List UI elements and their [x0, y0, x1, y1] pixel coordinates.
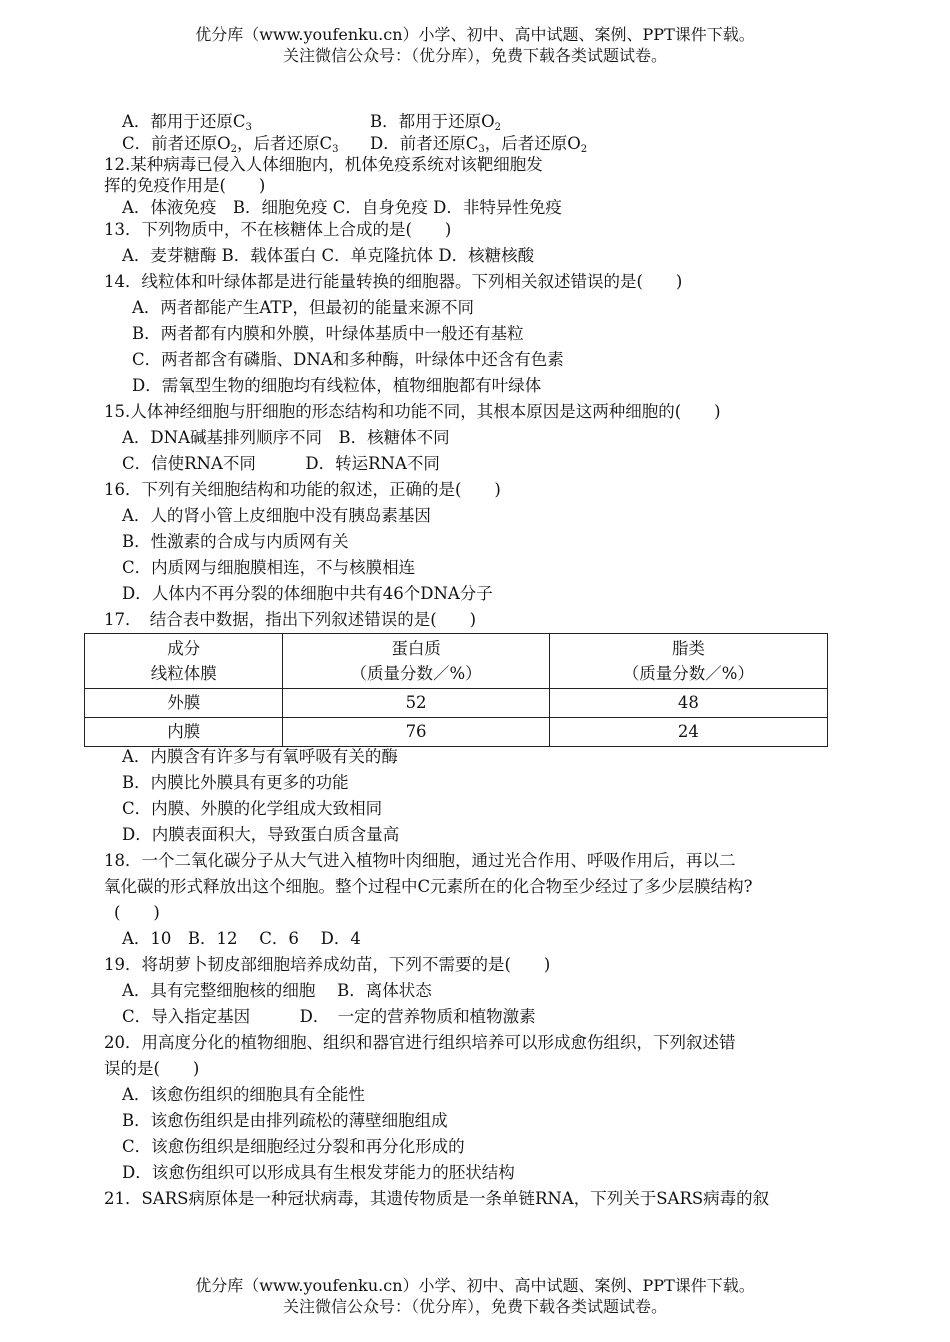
protein-value: 76 — [283, 718, 549, 747]
lipid-value: 24 — [549, 718, 827, 747]
q18-options: A．10 B．12 C．6 D．4 — [122, 929, 361, 948]
q16-option-c: C．内质网与细胞膜相连，不与核膜相连 — [122, 558, 416, 577]
footer-line-1: 优分库（www.youfenku.cn）小学、初中、高中试题、案例、PPT课件下载。 — [195, 1276, 755, 1295]
q16-option-a: A．人的肾小管上皮细胞中没有胰岛素基因 — [122, 506, 431, 525]
q14-option-c: C．两者都含有磷脂、DNA和多种酶，叶绿体中还含有色素 — [132, 350, 564, 369]
protein-header-cell — [283, 634, 549, 689]
q18-stem-line-1: 18．一个二氧化碳分子从大气进入植物叶肉细胞，通过光合作用、呼吸作用后，再以二 — [104, 851, 736, 870]
protein-value: 52 — [283, 689, 549, 718]
q19-options-ab: A．具有完整细胞核的细胞 B．离体状态 — [122, 981, 432, 1000]
q13-options: A．麦芽糖酶 B．载体蛋白 C．单克隆抗体 D．核糖核酸 — [122, 246, 535, 265]
q16-option-d: D．人体内不再分裂的体细胞中共有46个DNA分子 — [122, 584, 493, 603]
q17-stem: 17． 结合表中数据，指出下列叙述错误的是( ) — [104, 610, 477, 629]
header-line-1: 优分库（www.youfenku.cn）小学、初中、高中试题、案例、PPT课件下载。 — [195, 25, 755, 44]
q16-option-b: B．性激素的合成与内质网有关 — [122, 532, 349, 551]
q11-option-c: C．前者还原$O_2$，后者还原$C_3$ — [122, 134, 339, 155]
q20-stem-line-2: 误的是( ) — [104, 1059, 200, 1078]
corner-label-top: 成分 — [167, 639, 201, 658]
row-label: 外膜 — [85, 689, 283, 718]
q20-option-a: A．该愈伤组织的细胞具有全能性 — [122, 1085, 365, 1104]
q14-option-d: D．需氧型生物的细胞均有线粒体，植物细胞都有叶绿体 — [132, 376, 542, 395]
protein-unit: （质量分数／%） — [350, 664, 482, 683]
q12-options: A．体液免疫 B．细胞免疫 C．自身免疫 D．非特异性免疫 — [122, 198, 562, 217]
q20-option-c: C．该愈伤组织是细胞经过分裂和再分化形成的 — [122, 1137, 465, 1156]
lipid-header-cell — [549, 634, 827, 689]
page-footer — [0, 1275, 950, 1317]
q15-options-ab: A．DNA碱基排列顺序不同 B．核糖体不同 — [122, 428, 450, 447]
membrane-composition-table — [84, 633, 828, 747]
lipid-header: 脂类 — [671, 639, 705, 658]
corner-label-bottom: 线粒体膜 — [150, 664, 217, 683]
q21-stem-line-1: 21．SARS病原体是一种冠状病毒，其遗传物质是一条单链RNA，下列关于SARS病毒的叙 — [104, 1189, 770, 1208]
q15-stem: 15.人体神经细胞与肝细胞的形态结构和功能不同，其根本原因是这两种细胞的( ) — [104, 402, 721, 421]
q20-option-d: D．该愈伤组织可以形成具有生根发芽能力的胚状结构 — [122, 1163, 515, 1182]
table-header-row — [85, 634, 828, 689]
table-row — [85, 689, 828, 718]
row-label: 内膜 — [85, 718, 283, 747]
lipid-unit: （质量分数／%） — [622, 664, 754, 683]
table-corner-cell — [85, 634, 283, 689]
q18-stem-line-2: 氧化碳的形式释放出这个细胞。整个过程中C元素所在的化合物至少经过了多少层膜结构? — [104, 877, 753, 896]
q17-option-c: C．内膜、外膜的化学组成大致相同 — [122, 799, 383, 818]
protein-header: 蛋白质 — [391, 639, 441, 658]
q18-stem-line-3: ( ) — [114, 903, 160, 922]
q14-stem: 14．线粒体和叶绿体都是进行能量转换的细胞器。下列相关叙述错误的是( ) — [104, 272, 683, 291]
q17-option-d: D．内膜表面积大，导致蛋白质含量高 — [122, 825, 400, 844]
q11-option-d: D．前者还原$C_3$，后者还原$O_2$ — [370, 134, 588, 155]
q11-option-b: B．都用于还原$O_2$ — [370, 112, 502, 133]
q14-option-b: B．两者都有内膜和外膜，叶绿体基质中一般还有基粒 — [132, 324, 524, 343]
q20-stem-line-1: 20．用高度分化的植物细胞、组织和器官进行组织培养可以形成愈伤组织，下列叙述错 — [104, 1033, 736, 1052]
lipid-value: 48 — [549, 689, 827, 718]
q15-options-cd: C．信使RNA不同 D．转运RNA不同 — [122, 454, 440, 473]
footer-line-2: 关注微信公众号：（优分库），免费下载各类试题试卷。 — [282, 1297, 667, 1316]
header-line-2: 关注微信公众号：（优分库），免费下载各类试题试卷。 — [282, 46, 667, 65]
q12-stem-line-1: 12.某种病毒已侵入人体细胞内，机体免疫系统对该靶细胞发 — [104, 155, 543, 174]
q11-option-a: A．都用于还原$C_3$ — [122, 112, 252, 133]
table-row — [85, 718, 828, 747]
q13-stem: 13．下列物质中，不在核糖体上合成的是( ) — [104, 220, 452, 239]
q16-stem: 16．下列有关细胞结构和功能的叙述，正确的是( ) — [104, 480, 501, 499]
q19-options-cd: C．导入指定基因 D． 一定的营养物质和植物激素 — [122, 1007, 536, 1026]
q17-option-a: A．内膜含有许多与有氧呼吸有关的酶 — [122, 747, 398, 766]
q19-stem: 19．将胡萝卜韧皮部细胞培养成幼苗，下列不需要的是( ) — [104, 955, 551, 974]
q12-stem-line-2: 挥的免疫作用是( ) — [104, 176, 266, 195]
q17-option-b: B．内膜比外膜具有更多的功能 — [122, 773, 349, 792]
q14-option-a: A．两者都能产生ATP，但最初的能量来源不同 — [132, 298, 475, 317]
page-header — [0, 24, 950, 66]
q20-option-b: B．该愈伤组织是由排列疏松的薄壁细胞组成 — [122, 1111, 448, 1130]
